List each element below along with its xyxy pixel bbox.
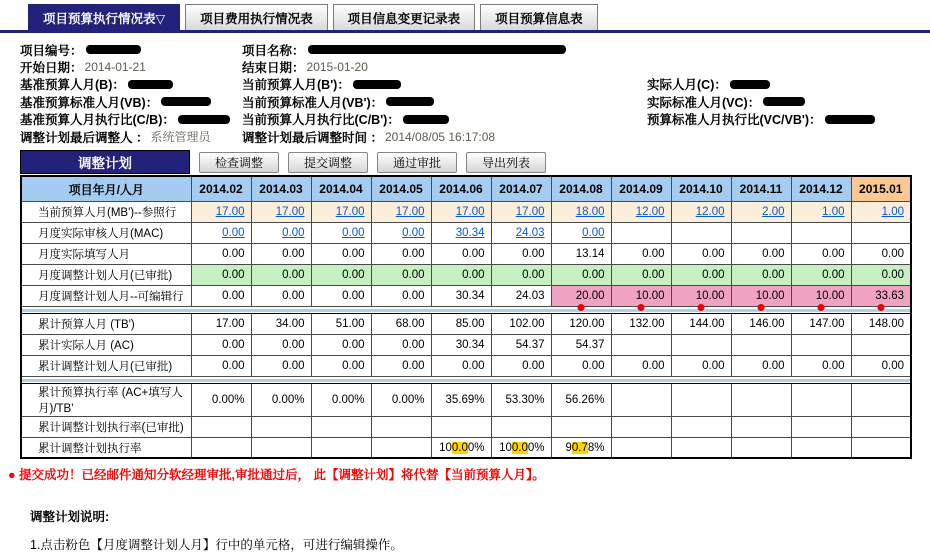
value-cell: 56.26% <box>551 383 611 416</box>
editable-cell[interactable]: 10.00 <box>791 285 851 306</box>
value-cell: 0.00 <box>371 285 431 306</box>
success-message: ● 提交成功！已经邮件通知分软经理审批,审批通过后， 此【调整计划】将代替【当前预算人月】。 <box>8 468 545 483</box>
table-row <box>21 264 911 285</box>
value-cell: 0.00 <box>251 243 311 264</box>
row-label: 当前预算人月(MB')--参照行 <box>21 201 191 222</box>
row-label: 月度调整计划人月(已审批) <box>21 264 191 285</box>
value-cell <box>851 383 911 416</box>
edit-marker-dot <box>638 304 645 311</box>
value-cell: 54.37 <box>551 334 611 355</box>
redacted-value <box>825 115 875 124</box>
value-cell: 0.00 <box>191 264 251 285</box>
value-cell: 0.00 <box>251 334 311 355</box>
toolbar <box>190 152 546 173</box>
value-cell: 0.00% <box>191 383 251 416</box>
value-cell: 68.00 <box>371 313 431 334</box>
value-cell <box>371 222 431 243</box>
column-header-month: 2014.10 <box>671 176 731 201</box>
value-cell <box>611 222 671 243</box>
value-cell: 102.00 <box>491 313 551 334</box>
column-header-month: 2014.04 <box>311 176 371 201</box>
value-cell: 0.00 <box>791 243 851 264</box>
value-cell: 0.00% <box>371 383 431 416</box>
value-cell <box>611 201 671 222</box>
value-cell: 0.00 <box>791 355 851 376</box>
value-cell <box>371 201 431 222</box>
value-link[interactable]: 12.00 <box>635 205 665 218</box>
value-cell <box>791 334 851 355</box>
redacted-value <box>308 45 566 54</box>
value-cell: 0.00 <box>311 285 371 306</box>
column-header-month: 2014.02 <box>191 176 251 201</box>
edit-marker-dot <box>578 304 585 311</box>
info-line <box>647 93 930 110</box>
adjustment-plan-header <box>20 150 930 174</box>
value-link[interactable]: 17.00 <box>215 205 245 218</box>
table-row <box>21 201 911 222</box>
value-cell: 0.00 <box>551 355 611 376</box>
value-cell <box>191 416 251 437</box>
table-row <box>21 313 911 334</box>
field-value: 2015-01-20 <box>306 60 368 75</box>
tab-bar <box>0 0 930 33</box>
field-value: 系统管理员 <box>150 130 211 145</box>
field-label: 调整计划最后调整时间 ： <box>242 130 383 145</box>
value-cell <box>851 222 911 243</box>
value-cell <box>371 416 431 437</box>
value-cell: 0.00 <box>851 243 911 264</box>
value-cell: 0.00 <box>731 355 791 376</box>
value-cell: 0.00% <box>251 383 311 416</box>
value-cell: 0.00 <box>431 264 491 285</box>
row-label: 累计调整计划人月(已审批) <box>21 355 191 376</box>
value-link[interactable]: 0.00 <box>342 226 365 239</box>
value-cell <box>431 201 491 222</box>
tab-2[interactable]: 项目费用执行情况表 <box>185 4 328 30</box>
project-info <box>20 41 930 145</box>
value-cell <box>731 437 791 458</box>
info-line <box>20 111 242 128</box>
value-cell: 0.00 <box>491 264 551 285</box>
value-cell: 0.00 <box>371 243 431 264</box>
info-line <box>20 76 242 93</box>
value-cell: 30.34 <box>431 334 491 355</box>
table-row <box>21 222 911 243</box>
row-label: 累计预算人月 (TB') <box>21 313 191 334</box>
value-cell <box>551 416 611 437</box>
info-line <box>20 93 242 110</box>
column-header-month: 2014.12 <box>791 176 851 201</box>
value-cell: 17.00 <box>191 313 251 334</box>
value-link[interactable]: 12.00 <box>695 205 725 218</box>
edit-marker-dot <box>758 304 765 311</box>
column-header-month: 2014.03 <box>251 176 311 201</box>
value-cell <box>311 416 371 437</box>
editable-cell[interactable]: 10.00 <box>611 285 671 306</box>
value-cell: 0.00 <box>371 334 431 355</box>
value-cell <box>851 416 911 437</box>
edit-marker-dot <box>698 304 705 311</box>
value-cell: 0.00 <box>671 355 731 376</box>
value-cell: 0.00 <box>311 243 371 264</box>
value-cell <box>371 437 431 458</box>
table-header-row <box>21 176 911 201</box>
tab-1[interactable]: 项目预算执行情况表▽ <box>28 4 180 30</box>
separator-cell <box>21 306 911 313</box>
value-cell: 0.00 <box>851 264 911 285</box>
info-line <box>242 76 647 93</box>
value-link[interactable]: 17.00 <box>335 205 365 218</box>
value-cell: 51.00 <box>311 313 371 334</box>
value-link[interactable]: 17.00 <box>275 205 305 218</box>
value-cell <box>251 201 311 222</box>
value-cell: 0.00 <box>851 355 911 376</box>
column-header-month: 2014.08 <box>551 176 611 201</box>
column-header-month: 2014.09 <box>611 176 671 201</box>
value-cell: 0.00 <box>551 264 611 285</box>
value-cell <box>191 437 251 458</box>
value-cell <box>551 201 611 222</box>
value-cell: 0.00 <box>611 243 671 264</box>
value-cell <box>731 383 791 416</box>
redacted-value <box>161 97 211 106</box>
value-cell: 0.00 <box>251 355 311 376</box>
value-link[interactable]: 0.00 <box>582 226 605 239</box>
field-label: 实际人月(C)： <box>647 78 727 93</box>
value-cell: 0.00 <box>311 334 371 355</box>
redacted-value <box>353 80 401 89</box>
info-line <box>20 41 242 58</box>
separator-cell <box>21 376 911 383</box>
column-header-label: 项目年月/人月 <box>21 176 191 201</box>
value-cell: 0.00 <box>191 243 251 264</box>
value-cell: 0.00 <box>611 355 671 376</box>
value-cell <box>731 416 791 437</box>
table-row <box>21 416 911 437</box>
value-cell: 85.00 <box>431 313 491 334</box>
info-line <box>242 111 647 128</box>
field-label: 结束日期： <box>242 61 305 76</box>
value-cell: 0.00 <box>431 355 491 376</box>
toolbar-button-3[interactable]: 通过审批 <box>377 152 457 173</box>
value-cell: 0.00 <box>431 243 491 264</box>
editable-cell[interactable]: 10.00 <box>731 285 791 306</box>
info-column-right <box>647 41 930 145</box>
value-cell <box>731 334 791 355</box>
row-label: 累计实际人月 (AC) <box>21 334 191 355</box>
value-cell <box>671 416 731 437</box>
value-cell: 100.00% <box>491 437 551 458</box>
field-label: 基准预算标准人月(VB)： <box>20 95 159 110</box>
value-cell: 0.00 <box>311 264 371 285</box>
value-cell <box>491 222 551 243</box>
value-cell: 53.30% <box>491 383 551 416</box>
value-cell <box>611 437 671 458</box>
value-cell: 147.00 <box>791 313 851 334</box>
value-cell: 100.00% <box>431 437 491 458</box>
value-cell <box>851 334 911 355</box>
toolbar-button-2[interactable]: 提交调整 <box>288 152 368 173</box>
value-cell: 0.00 <box>191 285 251 306</box>
redacted-value <box>386 97 434 106</box>
value-cell: 120.00 <box>551 313 611 334</box>
row-label: 累计调整计划执行率 <box>21 437 191 458</box>
value-cell <box>791 437 851 458</box>
value-cell: 34.00 <box>251 313 311 334</box>
value-cell <box>731 222 791 243</box>
value-cell <box>671 201 731 222</box>
separator-row <box>21 306 911 313</box>
redacted-value <box>403 115 449 124</box>
value-cell: 24.03 <box>491 285 551 306</box>
value-cell <box>191 201 251 222</box>
table-row <box>21 437 911 458</box>
value-cell <box>851 201 911 222</box>
value-cell <box>791 416 851 437</box>
info-line <box>242 58 647 75</box>
column-header-month: 2014.11 <box>731 176 791 201</box>
toolbar-button-1[interactable]: 检查调整 <box>199 152 279 173</box>
editable-cell[interactable]: 20.00 <box>551 285 611 306</box>
info-line <box>647 58 930 75</box>
table-row <box>21 355 911 376</box>
value-cell <box>611 334 671 355</box>
field-label: 基准预算人月(B)： <box>20 78 125 93</box>
info-line <box>20 58 242 75</box>
value-cell: 90.78% <box>551 437 611 458</box>
adjustment-table <box>20 175 912 459</box>
info-line <box>647 41 930 58</box>
value-cell: 146.00 <box>731 313 791 334</box>
value-cell <box>251 222 311 243</box>
editable-cell[interactable]: 10.00 <box>671 285 731 306</box>
value-cell <box>611 416 671 437</box>
value-link[interactable]: 1.00 <box>881 205 904 218</box>
table-row <box>21 243 911 264</box>
toolbar-button-4[interactable]: 导出列表 <box>466 152 546 173</box>
value-cell <box>431 222 491 243</box>
row-label: 累计预算执行率 (AC+填写人月)/TB' <box>21 383 191 416</box>
redacted-value <box>178 115 230 124</box>
editable-cell[interactable]: 33.63 <box>851 285 911 306</box>
value-cell <box>611 383 671 416</box>
value-link[interactable]: 0.00 <box>282 226 305 239</box>
value-cell <box>791 383 851 416</box>
value-cell: 144.00 <box>671 313 731 334</box>
value-cell <box>671 222 731 243</box>
value-link[interactable]: 1.00 <box>822 205 845 218</box>
redacted-value <box>86 45 141 54</box>
value-cell <box>671 383 731 416</box>
field-label: 项目名称： <box>242 43 305 58</box>
value-cell <box>311 201 371 222</box>
field-label: 项目编号： <box>20 43 83 58</box>
field-label: 当前预算人月执行比(C/B')： <box>242 113 400 128</box>
field-label: 开始日期： <box>20 61 83 76</box>
row-label: 月度实际填写人月 <box>21 243 191 264</box>
separator-row <box>21 376 911 383</box>
value-cell <box>491 416 551 437</box>
value-cell: 0.00 <box>311 355 371 376</box>
column-header-month: 2014.06 <box>431 176 491 201</box>
value-link[interactable]: 17.00 <box>455 205 485 218</box>
info-line <box>242 128 647 145</box>
value-cell: 0.00 <box>491 355 551 376</box>
value-cell <box>671 437 731 458</box>
value-link[interactable]: 0.00 <box>222 226 245 239</box>
value-cell: 13.14 <box>551 243 611 264</box>
section-title: 调整计划 <box>20 150 190 174</box>
value-cell <box>251 416 311 437</box>
notes-title: 调整计划说明: <box>30 510 110 525</box>
info-column-left <box>20 41 242 145</box>
value-link[interactable]: 2.00 <box>762 205 785 218</box>
field-label: 当前预算人月(B')： <box>242 78 350 93</box>
value-cell <box>491 201 551 222</box>
value-cell: 35.69% <box>431 383 491 416</box>
value-link[interactable]: 24.03 <box>515 226 545 239</box>
column-header-month: 2014.05 <box>371 176 431 201</box>
value-cell: 0.00 <box>731 264 791 285</box>
value-link[interactable]: 18.00 <box>575 205 605 218</box>
value-cell: 0.00 <box>251 285 311 306</box>
field-label: 当前预算标准人月(VB')： <box>242 95 384 110</box>
value-link[interactable]: 17.00 <box>395 205 425 218</box>
value-cell: 0.00 <box>191 334 251 355</box>
value-cell: 0.00 <box>791 264 851 285</box>
value-cell <box>311 437 371 458</box>
value-cell: 0.00% <box>311 383 371 416</box>
value-link[interactable]: 30.34 <box>455 226 485 239</box>
field-label: 基准预算人月执行比(C/B)： <box>20 113 175 128</box>
field-value: 2014/08/05 16:17:08 <box>384 129 496 144</box>
row-label: 累计调整计划执行率(已审批) <box>21 416 191 437</box>
value-cell: 0.00 <box>671 243 731 264</box>
column-header-month: 2015.01 <box>851 176 911 201</box>
value-cell: 0.00 <box>251 264 311 285</box>
info-line <box>647 111 930 128</box>
table-row <box>21 383 911 416</box>
redacted-value <box>730 80 770 89</box>
field-label: 调整计划最后调整人 ： <box>20 130 149 145</box>
value-cell <box>731 201 791 222</box>
redacted-value <box>128 80 173 89</box>
column-header-month: 2014.07 <box>491 176 551 201</box>
value-link[interactable]: 0.00 <box>402 226 425 239</box>
info-line <box>242 41 647 58</box>
info-line <box>242 93 647 110</box>
value-cell <box>791 222 851 243</box>
value-cell: 0.00 <box>611 264 671 285</box>
value-cell: 132.00 <box>611 313 671 334</box>
value-cell: 0.00 <box>191 355 251 376</box>
value-cell <box>791 201 851 222</box>
note-line: 1.点击粉色【月度调整计划人月】行中的单元格，可进行编辑操作。 <box>30 538 403 553</box>
value-cell <box>191 222 251 243</box>
value-cell: 0.00 <box>731 243 791 264</box>
value-cell <box>551 222 611 243</box>
row-label: 月度实际审核人月(MAC) <box>21 222 191 243</box>
table-row <box>21 334 911 355</box>
tab-3[interactable]: 项目信息变更记录表 <box>333 4 476 30</box>
value-cell: 148.00 <box>851 313 911 334</box>
value-cell <box>431 416 491 437</box>
info-line <box>20 128 242 145</box>
field-label: 预算标准人月执行比(VC/VB')： <box>647 113 822 128</box>
value-cell <box>671 334 731 355</box>
value-cell: 0.00 <box>671 264 731 285</box>
table-row <box>21 285 911 306</box>
info-line <box>647 76 930 93</box>
value-cell: 0.00 <box>371 355 431 376</box>
redacted-value <box>763 97 805 106</box>
value-cell <box>311 222 371 243</box>
field-value: 2014-01-21 <box>84 60 146 75</box>
value-cell <box>251 437 311 458</box>
value-cell: 30.34 <box>431 285 491 306</box>
edit-marker-dot <box>818 304 825 311</box>
value-cell: 0.00 <box>491 243 551 264</box>
info-column-middle <box>242 41 647 145</box>
value-cell: 0.00 <box>371 264 431 285</box>
row-label: 月度调整计划人月--可编辑行 <box>21 285 191 306</box>
value-cell: 54.37 <box>491 334 551 355</box>
value-link[interactable]: 17.00 <box>515 205 545 218</box>
edit-marker-dot <box>877 304 884 311</box>
tab-4[interactable]: 项目预算信息表 <box>480 4 598 30</box>
value-cell <box>851 437 911 458</box>
field-label: 实际标准人月(VC)： <box>647 95 761 110</box>
